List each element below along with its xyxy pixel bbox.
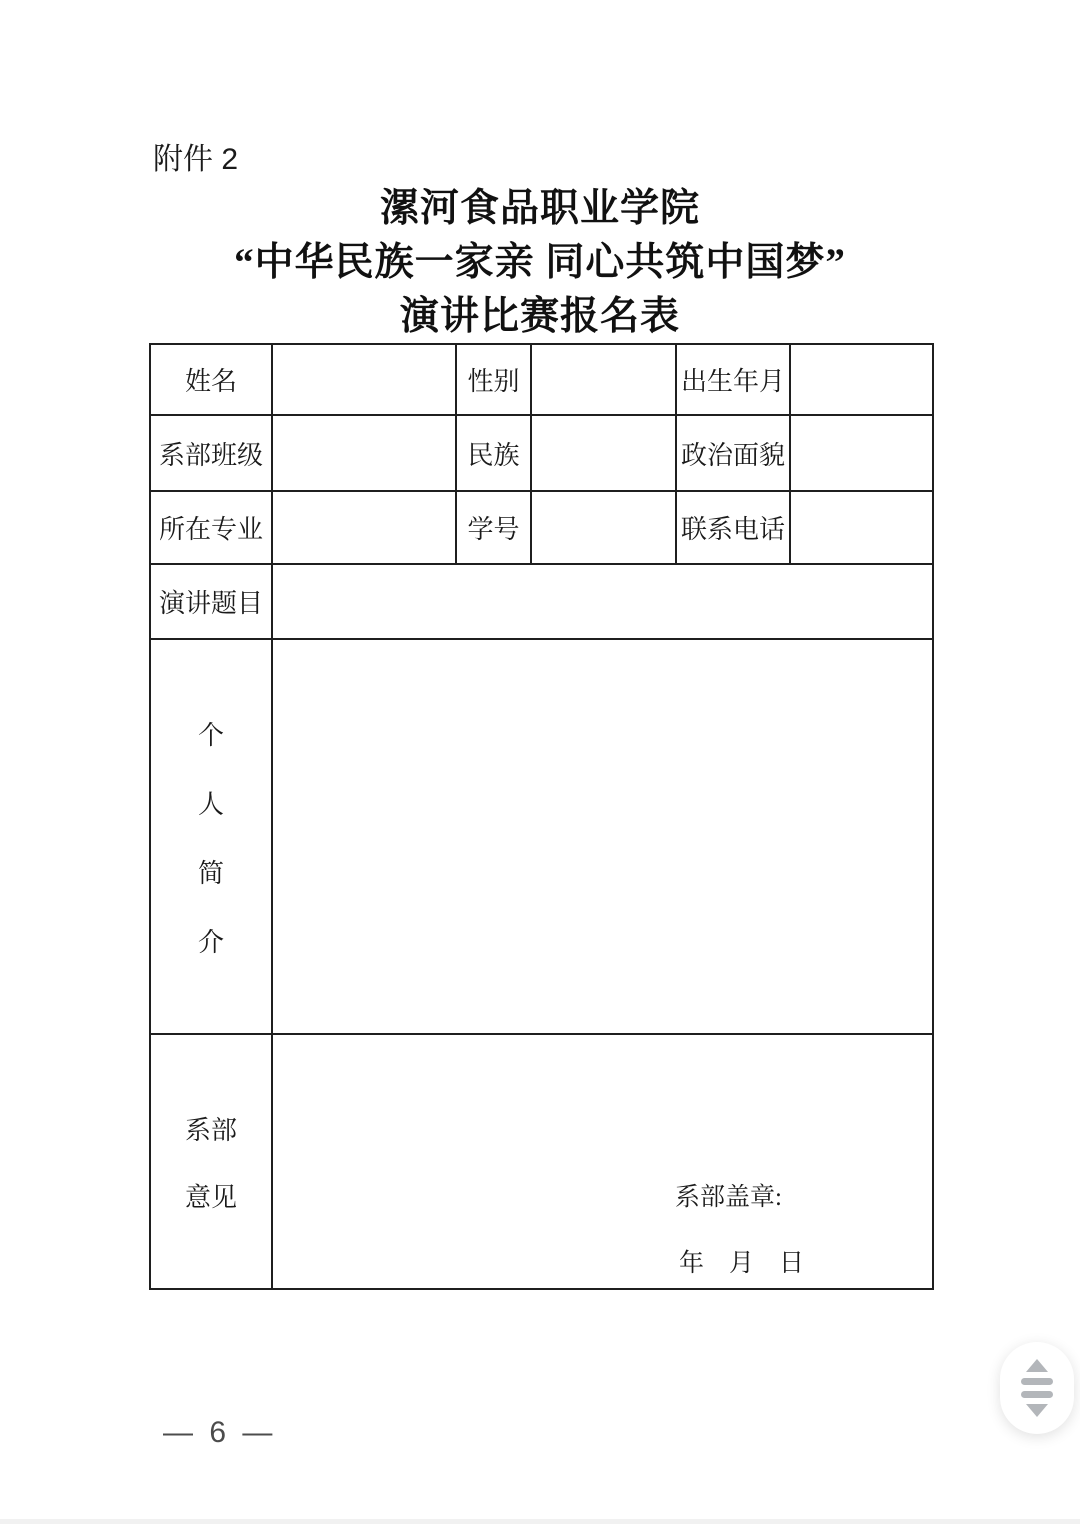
birth-value-cell	[790, 344, 933, 415]
dept-class-label-cell: 系部班级	[150, 415, 272, 491]
profile-value-cell	[272, 639, 933, 1034]
bottom-edge-strip	[0, 1519, 1080, 1524]
scroll-down-icon	[1026, 1404, 1048, 1417]
gender-label-cell: 性别	[456, 344, 531, 415]
speech-title-value-cell	[272, 564, 933, 639]
drag-handle-bar-icon	[1021, 1378, 1053, 1385]
attachment-label: 附件 2	[153, 143, 239, 176]
major-value-cell	[272, 491, 456, 564]
gender-value-cell	[531, 344, 676, 415]
table-row	[150, 415, 933, 491]
dept-seal-label: 系部盖章:	[675, 1183, 782, 1211]
dept-opinion-value-cell	[272, 1034, 933, 1289]
profile-char: 个	[197, 720, 224, 750]
birth-label-cell: 出生年月	[676, 344, 790, 415]
name-value-cell	[272, 344, 456, 415]
political-status-value-cell	[790, 415, 933, 491]
page-number: — 6 —	[163, 1416, 277, 1449]
profile-char: 简	[197, 858, 224, 888]
title-line-form-name: 演讲比赛报名表	[399, 295, 680, 338]
dept-class-value-cell	[272, 415, 456, 491]
phone-value-cell	[790, 491, 933, 564]
ethnicity-value-cell	[531, 415, 676, 491]
name-label-cell: 姓名	[150, 344, 272, 415]
profile-label-cell	[150, 639, 272, 1034]
profile-char: 介	[197, 927, 224, 957]
dept-opinion-label	[151, 1110, 271, 1214]
table-row	[150, 639, 933, 1034]
table-row	[150, 1034, 933, 1289]
ethnicity-label-cell: 民族	[456, 415, 531, 491]
profile-char: 人	[197, 789, 224, 819]
dept-opinion-line: 系部	[184, 1115, 237, 1145]
scroll-widget-button[interactable]	[1000, 1342, 1074, 1434]
title-line-college: 漯河食品职业学院	[379, 187, 700, 230]
title-line-theme: “中华民族一家亲 同心共筑中国梦”	[234, 241, 846, 284]
table-row	[150, 344, 933, 415]
major-label-cell: 所在专业	[150, 491, 272, 564]
table-row	[150, 564, 933, 639]
student-id-label-cell: 学号	[456, 491, 531, 564]
student-id-value-cell	[531, 491, 676, 564]
date-label: 年 月 日	[679, 1249, 805, 1277]
dept-opinion-label-cell	[150, 1034, 272, 1289]
dept-opinion-line: 意见	[184, 1182, 237, 1212]
drag-handle-bar-icon	[1021, 1391, 1053, 1398]
phone-label-cell: 联系电话	[676, 491, 790, 564]
registration-form-table	[149, 343, 934, 1290]
document-title	[0, 182, 1080, 344]
table-row	[150, 491, 933, 564]
political-status-label-cell: 政治面貌	[676, 415, 790, 491]
dept-opinion-content	[273, 1045, 932, 1279]
profile-label-vertical	[151, 715, 271, 959]
scroll-up-icon	[1026, 1359, 1048, 1372]
speech-title-label-cell: 演讲题目	[150, 564, 272, 639]
